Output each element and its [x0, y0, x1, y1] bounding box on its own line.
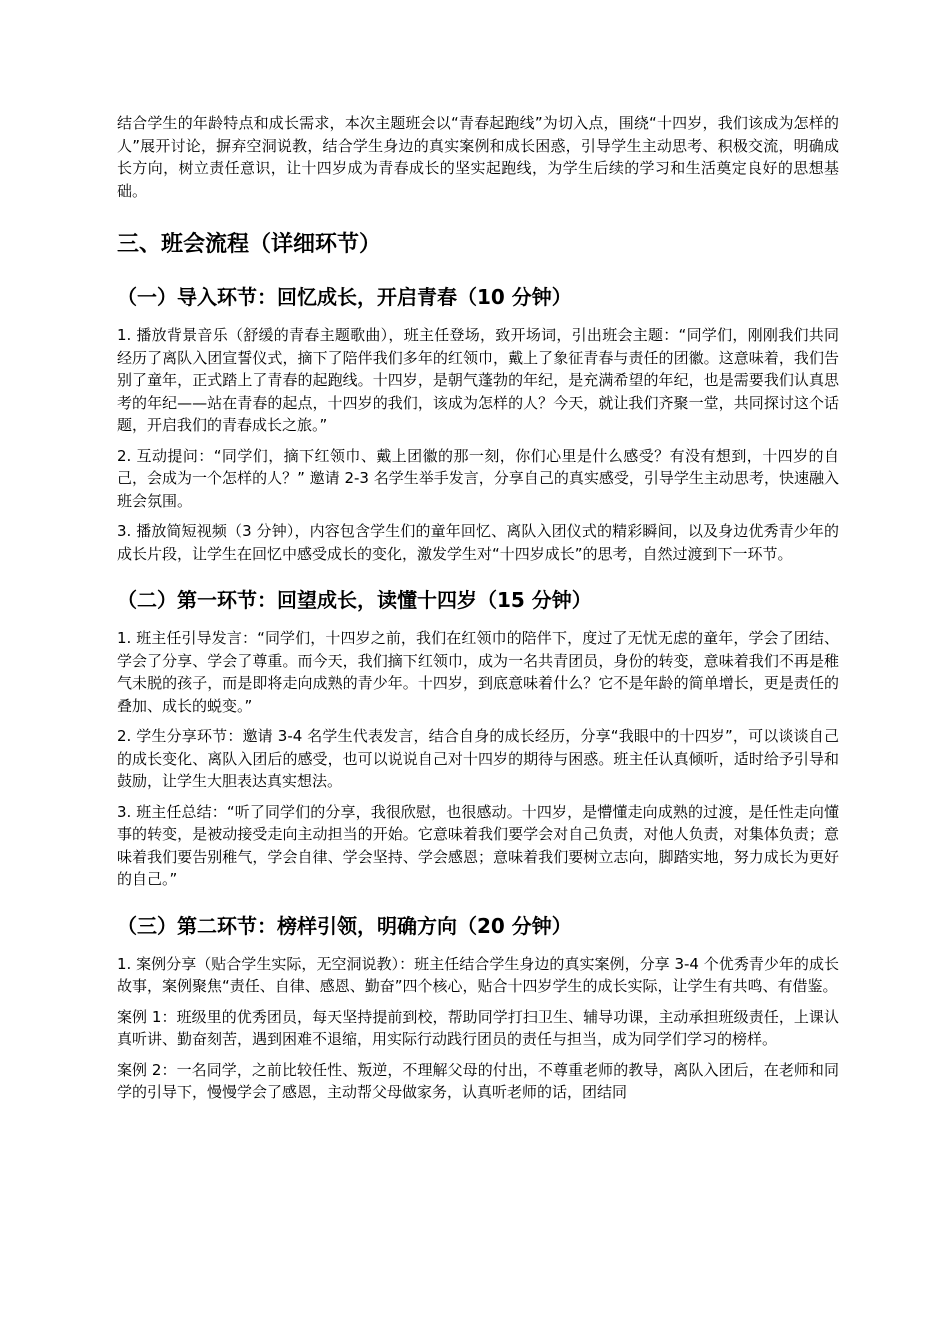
part-3-title: （三）第二环节：榜样引领，明确方向（20 分钟） [117, 913, 572, 938]
part-1-item-2: 2. 互动提问：“同学们，摘下红领巾、戴上团徽的那一刻，你们心里是什么感受？有没有想到，十四岁的自己，会成为一个怎样的人？” 邀请 2-3 名学生举手发言，分享自己的真实感受，引导学生主动思考，快速融入班会氛围。 [117, 446, 839, 510]
part-3-case-2: 案例 2：一名同学，之前比较任性、叛逆，不理解父母的付出，不尊重老师的教导，离队入团后，在老师和同学的引导下，慢慢学会了感恩，主动帮父母做家务，认真听老师的话，团结同 [117, 1060, 839, 1101]
part-2-item-2: 2. 学生分享环节：邀请 3-4 名学生代表发言，结合自身的成长经历，分享“我眼中的十四岁”，可以谈谈自己的成长变化、离队入团后的感受，也可以说说自己对十四岁的期待与困惑。班主任认真倾听，适时给予引导和鼓励，让学生大胆表达真实想法。 [117, 727, 839, 790]
part-3 [117, 911, 839, 1104]
part-1-title: （一）导入环节：回忆成长，开启青春（10 分钟） [117, 285, 572, 309]
document-page [117, 112, 839, 1124]
section-title: 三、班会流程（详细环节） [117, 232, 382, 257]
part-3-case-1: 案例 1：班级里的优秀团员，每天坚持提前到校，帮助同学打扫卫生、辅导功课，主动承担班级责任，上课认真听讲、勤奋刻苦，遇到困难不退缩，用实际行动践行团员的责任与担当，成为同学们学习的榜样。 [117, 1007, 839, 1048]
part-2 [117, 585, 839, 891]
part-1-item-3: 3. 播放简短视频（3 分钟），内容包含学生们的童年回忆、离队入团仪式的精彩瞬间，以及身边优秀青少年的成长片段，让学生在回忆中感受成长的变化，激发学生对“十四岁成长”的思考，自然过渡到下一环节。 [117, 522, 839, 563]
part-2-title: （二）第一环节：回望成长，读懂十四岁（15 分钟） [117, 588, 592, 612]
part-2-item-3: 3. 班主任总结：“听了同学们的分享，我很欣慰，也很感动。十四岁，是懵懂走向成熟的过渡，是任性走向懂事的转变，是被动接受走向主动担当的开始。它意味着我们要学会对自己负责，对他人负责，对集体负责；意味着我们要告别稚气，学会自律、学会坚持、学会感恩；意味着我们要树立志向，脚踏实地，努力成长为更好的自己。” [117, 802, 839, 888]
part-1-item-1: 1. 播放背景音乐（舒缓的青春主题歌曲），班主任登场，致开场词，引出班会主题：“同学们，刚刚我们共同经历了离队入团宣誓仪式，摘下了陪伴我们多年的红领巾，戴上了象征青春与责任的团徽。这意味着，我们告别了童年，正式踏上了青春的起跑线。十四岁，是朝气蓬勃的年纪，是充满希望的年纪，也是需要我们认真思考的年纪——站在青春的起点，十四岁的我们，该成为怎样的人？今天，就让我们齐聚一堂，共同探讨这个话题，开启我们的青春成长之旅。” [117, 326, 839, 434]
part-3-item-1: 1. 案例分享（贴合学生实际，无空洞说教）：班主任结合学生身边的真实案例，分享 3-4 个优秀青少年的成长故事，案例聚焦“责任、自律、感恩、勤奋”四个核心，贴合十四岁学生的成长实际，让学生有共鸣、有借鉴。 [117, 954, 839, 995]
part-2-item-1: 1. 班主任引导发言：“同学们，十四岁之前，我们在红领巾的陪伴下，度过了无忧无虑的童年，学会了团结、学会了分享、学会了尊重。而今天，我们摘下红领巾，成为一名共青团员，身份的转变，意味着我们不再是稚气未脱的孩子，而是即将走向成熟的青少年。十四岁，到底意味着什么？它不是年龄的简单增长，更是责任的叠加、成长的蜕变。” [117, 629, 839, 715]
intro-paragraph: 结合学生的年龄特点和成长需求，本次主题班会以“青春起跑线”为切入点，围绕“十四岁，我们该成为怎样的人”展开讨论，摒弃空洞说教，结合学生身边的真实案例和成长困惑，引导学生主动思考、积极交流，明确成长方向，树立责任意识，让十四岁成为青春成长的坚实起跑线，为学生后续的学习和生活奠定良好的思想基础。 [117, 114, 839, 200]
part-1 [117, 282, 839, 565]
